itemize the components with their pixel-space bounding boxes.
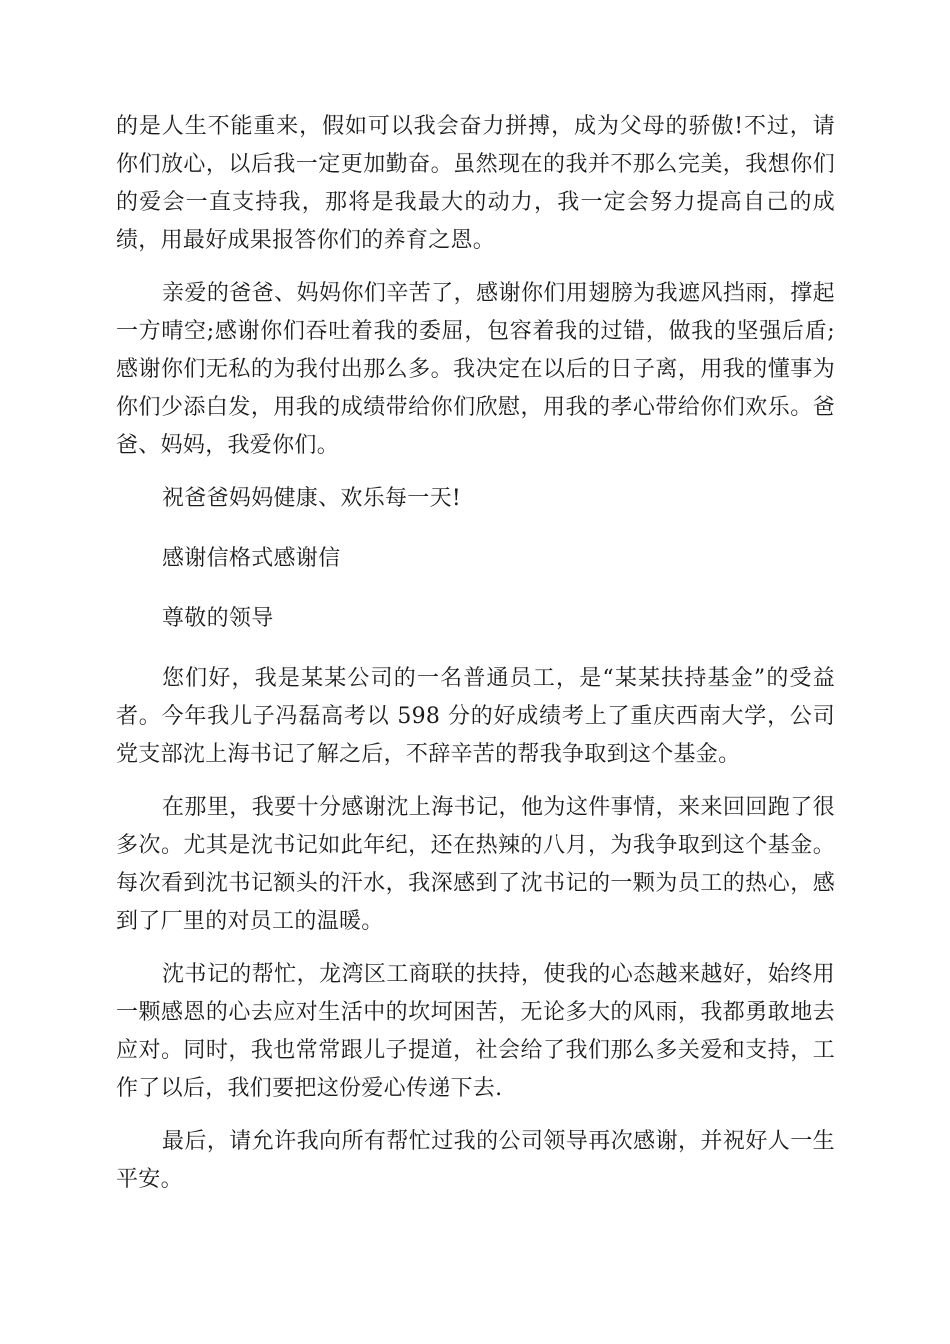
paragraph-introduction: 您们好，我是某某公司的一名普通员工，是“某某扶持基金”的受益者。今年我儿子冯磊高考以 598 分的好成绩考上了重庆西南大学，公司党支部沈上海书记了解之后，不辞辛苦的帮我争取到这个基金。 [116, 666, 835, 767]
salutation: 尊敬的领导 [162, 606, 274, 631]
document-page [116, 108, 835, 1214]
paragraph-continuation: 的是人生不能重来，假如可以我会奋力拼搏，成为父母的骄傲!不过，请你们放心，以后我一定更加勤奋。虽然现在的我并不那么完美，我想你们的爱会一直支持我，那将是我最大的动力，我一定会努力提高自己的成绩，用最好成果报答你们的养育之恩。 [116, 114, 835, 253]
paragraph-support: 沈书记的帮忙，龙湾区工商联的扶持，使我的心态越来越好，始终用一颗感恩的心去应对生活中的坎坷困苦，无论多大的风雨，我都勇敢地去应对。同时，我也常常跟儿子提道，社会给了我们那么多关爱和支持，工作了以后，我们要把这份爱心传递下去. [116, 962, 835, 1101]
paragraph-gratitude-parents: 亲爱的爸爸、妈妈你们辛苦了，感谢你们用翅膀为我遮风挡雨，撑起一方晴空;感谢你们吞吐着我的委屈，包容着我的过错，做我的坚强后盾;感谢你们无私的为我付出那么多。我决定在以后的日子离，用我的懂事为你们少添白发，用我的成绩带给你们欣慰，用我的孝心带给你们欢乐。爸爸、妈妈，我爱你们。 [116, 281, 835, 458]
section-title: 感谢信格式感谢信 [162, 546, 341, 571]
paragraph-thanks-secretary: 在那里，我要十分感谢沈上海书记，他为这件事情，来来回回跑了很多次。尤其是沈书记如此年纪，还在热辣的八月，为我争取到这个基金。每次看到沈书记额头的汗水，我深感到了沈书记的一颗为员工的热心，感到了厂里的对员工的温暖。 [116, 795, 835, 934]
paragraph-blessing: 祝爸爸妈妈健康、欢乐每一天! [162, 486, 462, 511]
paragraph-closing: 最后，请允许我向所有帮忙过我的公司领导再次感谢，并祝好人一生平安。 [116, 1129, 835, 1192]
